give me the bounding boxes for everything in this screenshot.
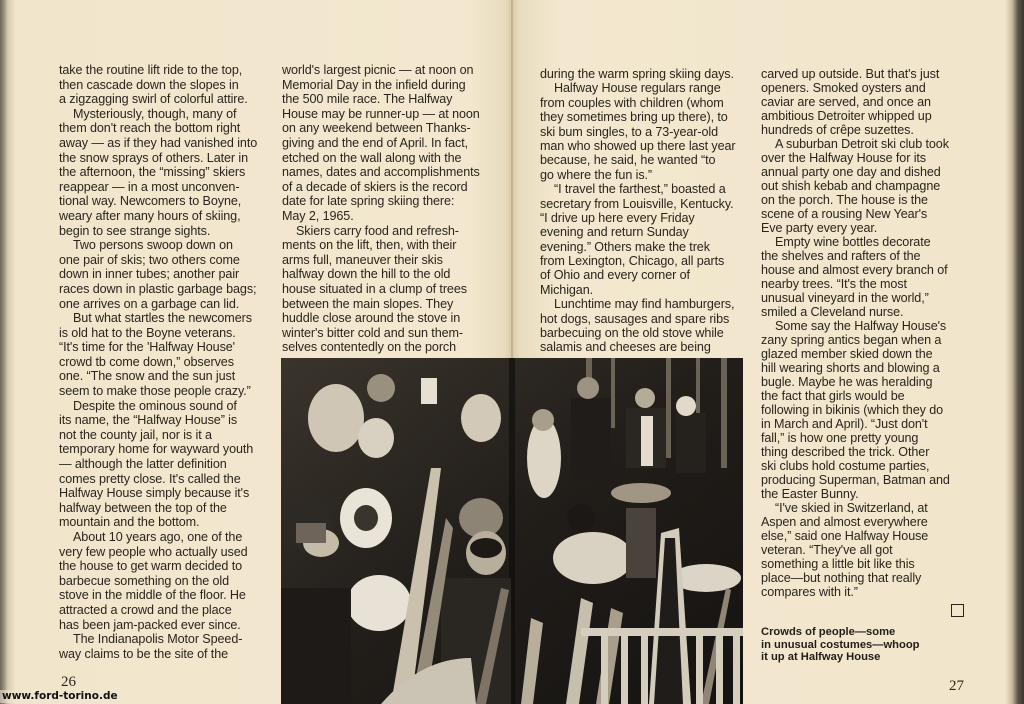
article-paragraph xyxy=(540,81,752,182)
text-line: in March and April). “Just don't xyxy=(761,417,928,431)
article-paragraph xyxy=(540,182,752,297)
text-line: arms full, maneuver their skis xyxy=(282,252,443,267)
text-line: else,” said one Halfway House xyxy=(761,529,929,543)
text-line: begin to see strange sights. xyxy=(59,223,211,238)
text-line: temporary home for wayward youth xyxy=(59,442,254,457)
text-line: House may be runner-up — at noon xyxy=(282,106,480,121)
text-line: evening and return Sunday xyxy=(540,225,689,240)
text-line: tional way. Newcomers to Boyne, xyxy=(59,194,242,209)
text-line: compares with it.” xyxy=(761,585,858,599)
text-line: thing described the trick. Other xyxy=(761,445,930,459)
text-line: ski bum singles, to a 73-year-old xyxy=(540,124,718,139)
article-paragraph xyxy=(761,137,979,235)
text-line: then cascade down the slopes in xyxy=(59,77,239,92)
text-line: Michigan. xyxy=(540,282,593,297)
text-line: “I've skied in Switzerland, at xyxy=(775,501,928,515)
article-paragraph xyxy=(761,67,979,137)
text-line: giving and the end of April. In fact, xyxy=(282,135,469,150)
text-line: out shish kebab and champagne xyxy=(761,179,941,193)
text-line: from Lexington, Chicago, all parts xyxy=(540,254,725,269)
text-line: world's largest picnic — at noon on xyxy=(282,63,474,77)
article-column-1 xyxy=(59,63,277,661)
text-line: openers. Smoked oysters and xyxy=(761,81,926,95)
text-line: between the main slopes. They xyxy=(282,296,454,311)
text-line: Halfway House simply because it's xyxy=(59,486,250,501)
article-paragraph xyxy=(59,107,277,238)
text-line: go where the fun is.” xyxy=(540,167,653,182)
article-paragraph xyxy=(282,63,500,224)
photo-caption xyxy=(761,626,961,664)
text-line: the afternoon, the “missing” skiers xyxy=(59,165,246,180)
text-line: Lunchtime may find hamburgers, xyxy=(554,297,735,312)
text-line: following in bikinis (which they do xyxy=(761,403,943,417)
text-line: has been jam-packed ever since. xyxy=(59,617,241,632)
text-line: etched on the wall along with the xyxy=(282,150,462,165)
text-line: Eve party every year. xyxy=(761,221,878,235)
text-line: them don't reach the bottom right xyxy=(59,121,241,136)
text-line: during the warm spring skiing days. xyxy=(540,67,734,81)
article-paragraph xyxy=(761,235,979,319)
article-paragraph xyxy=(59,530,277,632)
text-line: May 2, 1965. xyxy=(282,208,354,223)
text-line: fall,” is how one pretty young xyxy=(761,431,919,445)
text-line: barbecuing on the old stove while xyxy=(540,326,724,341)
text-line: they sometimes bring up there), to xyxy=(540,110,728,125)
article-paragraph xyxy=(282,224,500,355)
text-line: is old hat to the Boyne veterans. xyxy=(59,325,236,340)
text-line: smiled a Cleveland nurse. xyxy=(761,305,904,319)
text-line: weary after many hours of skiing, xyxy=(59,208,241,223)
text-line: “I travel the farthest,” boasted a xyxy=(554,182,726,197)
text-line: Despite the ominous sound of xyxy=(73,398,237,413)
text-line: salamis and cheeses are being xyxy=(540,340,711,355)
text-line: not the county jail, nor is it a xyxy=(59,427,212,442)
text-line: zany spring antics began when a xyxy=(761,333,942,347)
text-line: winter's bitter cold and sun them- xyxy=(282,325,463,340)
text-line: Mysteriously, though, many of xyxy=(73,106,237,121)
text-line: of a decade of skiers is the record xyxy=(282,179,468,194)
text-line: scene of a rousing New Year's xyxy=(761,207,928,221)
text-line: very few people who actually used xyxy=(59,544,248,559)
text-line: one. “The snow and the sun just xyxy=(59,369,236,384)
text-line: But what startles the newcomers xyxy=(73,311,252,326)
article-paragraph xyxy=(59,63,277,107)
text-line: ambitious Detroiter whipped up xyxy=(761,109,932,123)
caption-line: it up at Halfway House xyxy=(761,651,881,663)
article-paragraph xyxy=(540,67,752,81)
caption-line: in unusual costumes—whoop xyxy=(761,638,920,651)
text-line: the fact that girls would be xyxy=(761,389,905,403)
text-line: a zigzagging swirl of colorful attire. xyxy=(59,92,248,107)
article-paragraph xyxy=(540,297,752,355)
text-line: “I drive up here every Friday xyxy=(540,210,695,225)
text-line: its name, the “Halfway House” is xyxy=(59,413,238,428)
text-line: selves contentedly on the porch xyxy=(282,340,457,355)
text-line: Two persons swoop down on xyxy=(73,238,233,253)
text-line: annual party one day and dished xyxy=(761,165,941,179)
article-paragraph xyxy=(59,238,277,311)
text-line: Memorial Day in the infield during xyxy=(282,77,466,92)
text-line: the shelves and rafters of the xyxy=(761,249,921,263)
text-line: the 500 mile race. The Halfway xyxy=(282,92,453,107)
article-column-3 xyxy=(540,67,752,355)
text-line: Empty wine bottles decorate xyxy=(775,235,931,249)
text-line: nearby trees. “It's the most xyxy=(761,277,907,291)
text-line: hundreds of crêpe suzettes. xyxy=(761,123,914,137)
text-line: down in inner tubes; another pair xyxy=(59,267,240,282)
page-number-right: 27 xyxy=(949,678,964,694)
end-of-article-box-icon xyxy=(951,604,964,617)
text-line: unusual vineyard in the world,” xyxy=(761,291,929,305)
text-line: away — as if they had vanished into xyxy=(59,135,258,150)
text-line: bugle. Maybe he was heralding xyxy=(761,375,933,389)
text-line: date for late spring skiing there: xyxy=(282,194,455,209)
article-paragraph xyxy=(761,501,979,599)
article-column-2 xyxy=(282,63,500,355)
text-line: seem to make those people crazy.” xyxy=(59,384,251,399)
text-line: carved up outside. But that's just xyxy=(761,67,940,81)
crowd-photo-illustration xyxy=(281,358,743,704)
text-line: one arrives on a garbage can lid. xyxy=(59,296,240,311)
article-paragraph xyxy=(59,311,277,399)
text-line: Skiers carry food and refresh- xyxy=(296,223,459,238)
text-line: glazed member skied down the xyxy=(761,347,933,361)
text-line: races down in plastic garbage bags; xyxy=(59,281,257,296)
text-line: mountain and the bottom. xyxy=(59,515,200,530)
page-number-left: 26 xyxy=(61,674,76,690)
text-line: halfway down the hill to the old xyxy=(282,267,451,282)
text-line: ments on the lift, then, with their xyxy=(282,238,457,253)
text-line: comes pretty close. It's called the xyxy=(59,471,241,486)
text-line: the Easter Bunny. xyxy=(761,487,859,501)
text-line: place—but nothing that really xyxy=(761,571,922,585)
text-line: Halfway House regulars range xyxy=(554,81,721,96)
text-line: of Ohio and every corner of xyxy=(540,268,690,283)
watermark-link[interactable]: www.ford-torino.de xyxy=(2,690,118,702)
text-line: “It's time for the 'Halfway House' xyxy=(59,340,235,355)
text-line: barbecue something on the old xyxy=(59,573,230,588)
text-line: secretary from Louisville, Kentucky. xyxy=(540,196,734,211)
article-paragraph xyxy=(59,399,277,530)
text-line: something a little bit like this xyxy=(761,557,915,571)
text-line: stove in the middle of the floor. He xyxy=(59,588,246,603)
text-line: — although the latter definition xyxy=(59,457,227,472)
text-line: one pair of skis; two others come xyxy=(59,252,240,267)
text-line: About 10 years ago, one of the xyxy=(73,530,243,544)
text-line: attracted a crowd and the place xyxy=(59,602,232,617)
text-line: crowd tb come down,” observes xyxy=(59,354,234,369)
text-line: A suburban Detroit ski club took xyxy=(775,137,949,151)
text-line: on the porch. The house is the xyxy=(761,193,928,207)
text-line: man who showed up there last year xyxy=(540,138,736,153)
text-line: reappear — in a most unconven- xyxy=(59,179,240,194)
crowd-photo xyxy=(281,358,743,704)
text-line: way claims to be the site of the xyxy=(59,646,228,661)
text-line: huddle close around the stove in xyxy=(282,311,461,326)
text-line: the house to get warm decided to xyxy=(59,559,243,574)
text-line: the snow sprays of others. Later in xyxy=(59,150,249,165)
text-line: veteran. “They've all got xyxy=(761,543,893,557)
text-line: from couples with children (whom xyxy=(540,95,724,110)
caption-line: Crowds of people—some xyxy=(761,626,896,638)
text-line: because, he said, he wanted “to xyxy=(540,153,716,168)
text-line: take the routine lift ride to the top, xyxy=(59,63,243,77)
text-line: house and almost every branch of xyxy=(761,263,948,277)
text-line: names, dates and accomplishments xyxy=(282,165,480,180)
text-line: over the Halfway House for its xyxy=(761,151,926,165)
article-paragraph xyxy=(761,319,979,501)
text-line: producing Superman, Batman and xyxy=(761,473,950,487)
text-line: ski clubs hold costume parties, xyxy=(761,459,930,473)
text-line: Some say the Halfway House's xyxy=(775,319,947,333)
text-line: The Indianapolis Motor Speed- xyxy=(73,632,243,647)
article-column-4 xyxy=(761,67,979,599)
article-paragraph xyxy=(59,632,277,661)
text-line: evening.” Others make the trek xyxy=(540,239,710,254)
text-line: Aspen and almost everywhere xyxy=(761,515,928,529)
text-line: caviar are served, and once an xyxy=(761,95,931,109)
text-line: house situated in a clump of trees xyxy=(282,281,467,296)
text-line: halfway between the top of the xyxy=(59,500,227,515)
text-line: hot dogs, sausages and spare ribs xyxy=(540,311,730,326)
text-line: hill wearing shorts and blowing a xyxy=(761,361,940,375)
text-line: on any weekend between Thanks- xyxy=(282,121,471,136)
